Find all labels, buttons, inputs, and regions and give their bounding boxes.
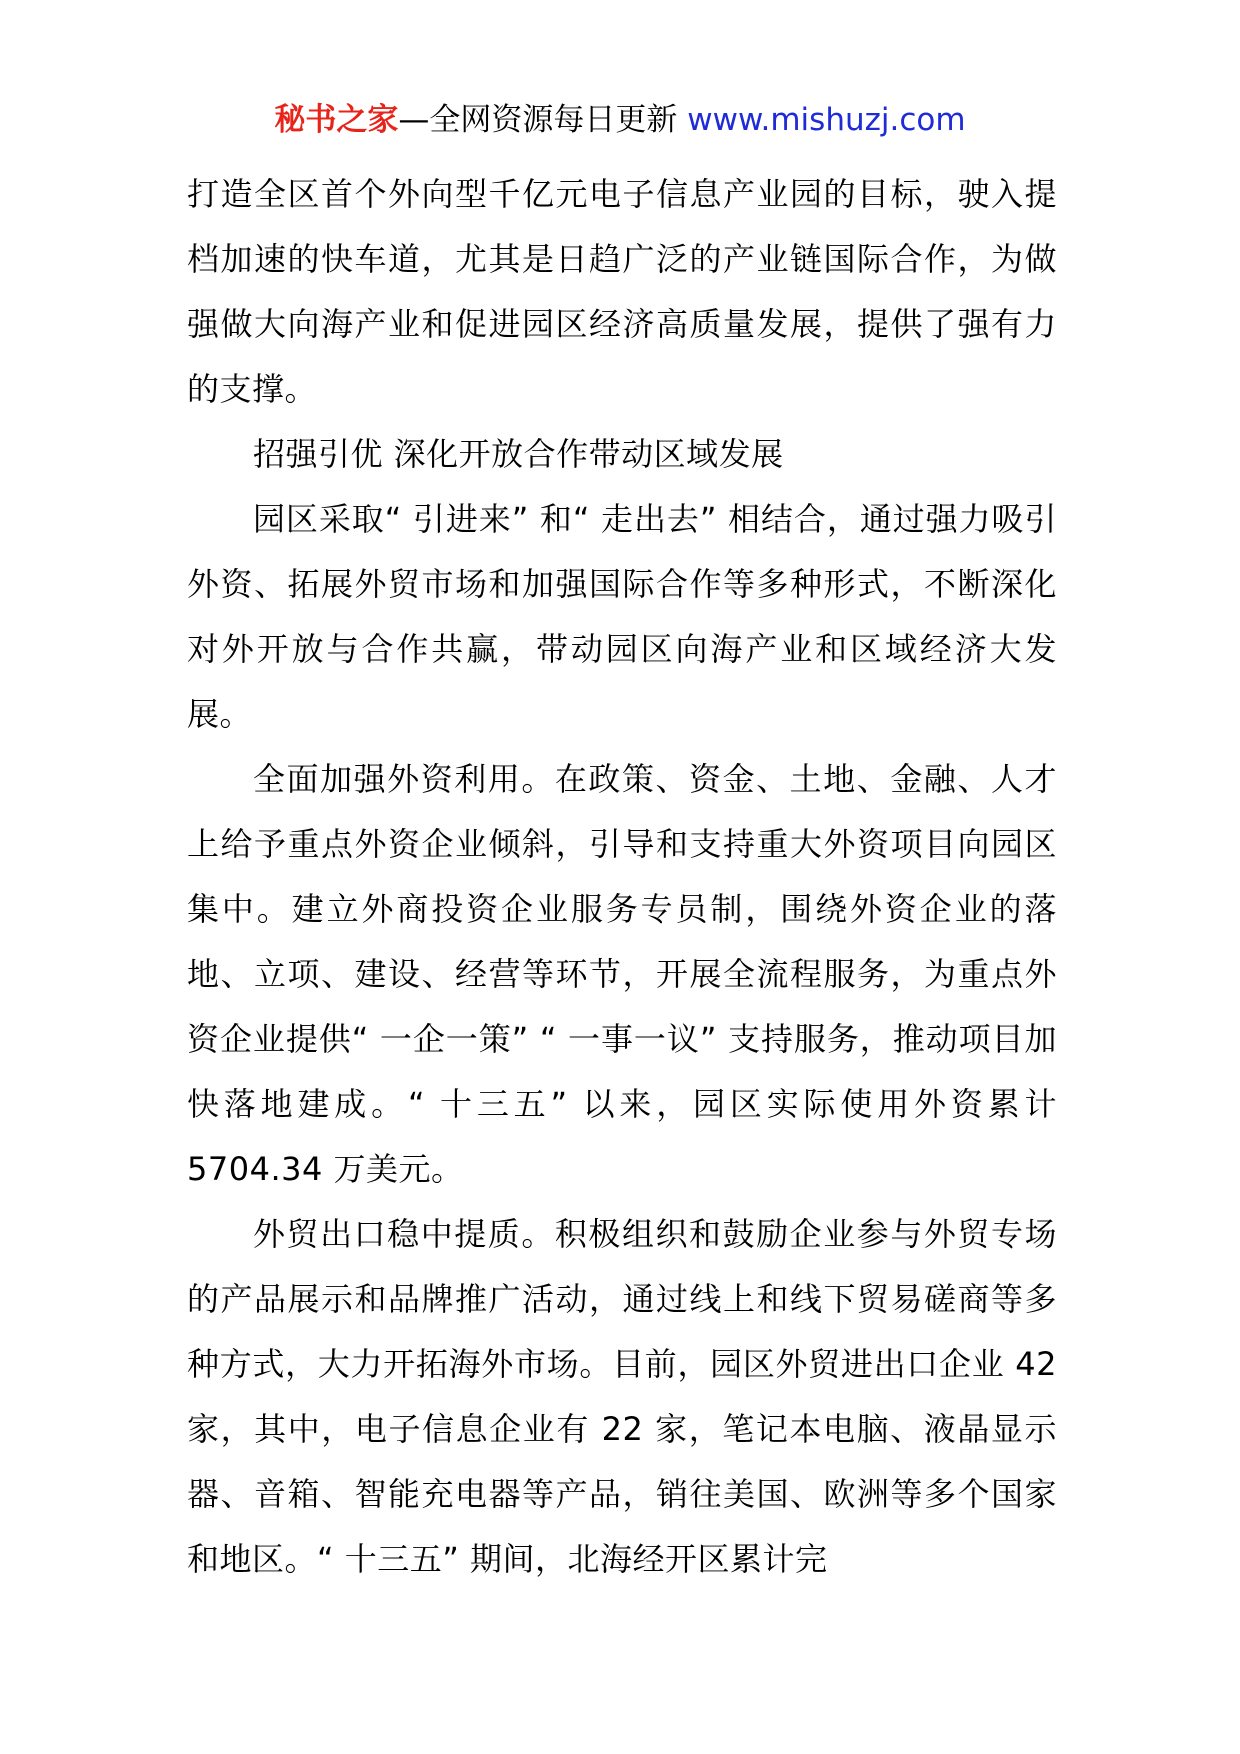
document-body (187, 162, 1057, 1592)
paragraph: 全面加强外资利用。在政策、资金、土地、金融、人才上给予重点外资企业倾斜，引导和支持重大外资项目向园区集中。建立外商投资企业服务专员制，围绕外资企业的落地、立项、建设、经营等环节，开展全流程服务，为重点外资企业提供“ 一企一策” “ 一事一议” 支持服务，推动项目加快落地建成。“ 十三五” 以来，园区实际使用外资累计 5704.34 万美元。 (187, 760, 1057, 1188)
website-link[interactable]: www.mishuzj.com (687, 102, 966, 138)
paragraph: 园区采取“ 引进来” 和“ 走出去” 相结合，通过强力吸引外资、拓展外贸市场和加强国际合作等多种形式，不断深化对外开放与合作共赢，带动园区向海产业和区域经济大发展。 (187, 500, 1057, 733)
page-header (0, 100, 1240, 140)
brand-name: 秘书之家 (274, 102, 399, 138)
paragraph: 外贸出口稳中提质。积极组织和鼓励企业参与外贸专场的产品展示和品牌推广活动，通过线上和线下贸易磋商等多种方式，大力开拓海外市场。目前，园区外贸进出口企业 42 家，其中，电子信息企业有 22 家，笔记本电脑、液晶显示器、音箱、智能充电器等产品，销往美国、欧洲等多个国家和地区。“ 十三五” 期间，北海经开区累计完 (187, 1215, 1057, 1578)
section-heading: 招强引优 深化开放合作带动区域发展 (253, 435, 784, 473)
header-slogan: —全网资源每日更新 (398, 102, 688, 138)
paragraph-continuation: 打造全区首个外向型千亿元电子信息产业园的目标，驶入提档加速的快车道，尤其是日趋广泛的产业链国际合作，为做强做大向海产业和促进园区经济高质量发展，提供了强有力的支撑。 (187, 175, 1057, 408)
